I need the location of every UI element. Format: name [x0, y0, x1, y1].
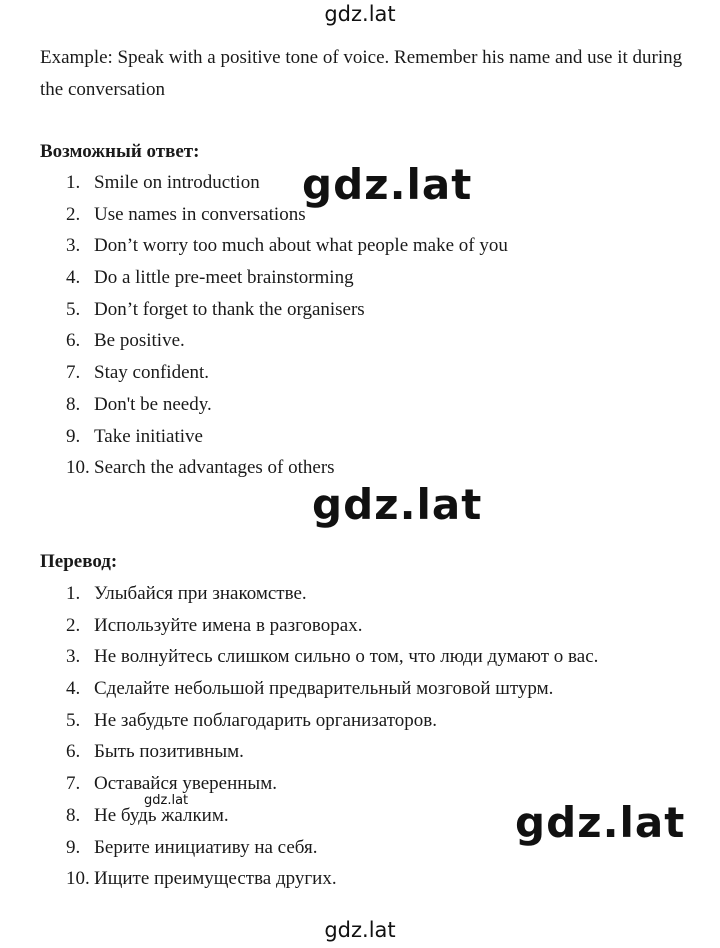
- list-item: 8. Не будь жалким.: [66, 804, 229, 826]
- list-item: 4. Сделайте небольшой предварительный мозговой штурм.: [66, 678, 554, 700]
- list-item: 6. Быть позитивным.: [66, 741, 244, 763]
- list-item: 3. Don’t worry too much about what people make of you: [66, 235, 508, 257]
- list-item: 5. Не забудьте поблагодарить организаторов.: [66, 709, 438, 731]
- list-item: 9. Берите инициативу на себя.: [66, 836, 318, 858]
- watermark-bottom: gdz.lat: [324, 918, 396, 942]
- list-item: 7. Оставайся уверенным.: [66, 773, 277, 795]
- translation-list: [66, 578, 598, 895]
- answer-heading: Возможный ответ:: [40, 141, 200, 162]
- list-item: 5. Don’t forget to thank the organisers: [66, 298, 365, 320]
- list-item: 7. Stay confident.: [66, 362, 210, 384]
- list-item: 4. Do a little pre-meet brainstorming: [66, 267, 354, 289]
- watermark-top: gdz.lat: [324, 2, 396, 26]
- list-item: 2. Use names in conversations: [66, 203, 306, 225]
- watermark-large: gdz.lat: [312, 480, 483, 529]
- list-item: 10. Ищите преимущества других.: [66, 868, 337, 890]
- watermark-large: gdz.lat: [515, 798, 686, 847]
- list-item: 1. Smile on introduction: [66, 172, 260, 193]
- list-item: 9. Take initiative: [66, 425, 203, 447]
- list-item: 10. Search the advantages of others: [66, 457, 335, 479]
- list-item: 2. Используйте имена в разговорах.: [66, 614, 363, 636]
- watermark-small: gdz.lat: [144, 793, 189, 808]
- list-item: 8. Don't be needy.: [66, 393, 212, 415]
- answer-list: [66, 167, 508, 484]
- list-item: 6. Be positive.: [66, 330, 185, 352]
- list-item: 3. Не волнуйтесь слишком сильно о том, что люди думают о вас.: [66, 646, 599, 668]
- list-item: 1. Улыбайся при знакомстве.: [66, 583, 307, 604]
- example-text: Example: Speak with a positive tone of voice. Remember his name and use it during the conversation: [40, 47, 683, 100]
- translation-heading: Перевод:: [40, 551, 118, 572]
- watermark-large: gdz.lat: [302, 160, 473, 209]
